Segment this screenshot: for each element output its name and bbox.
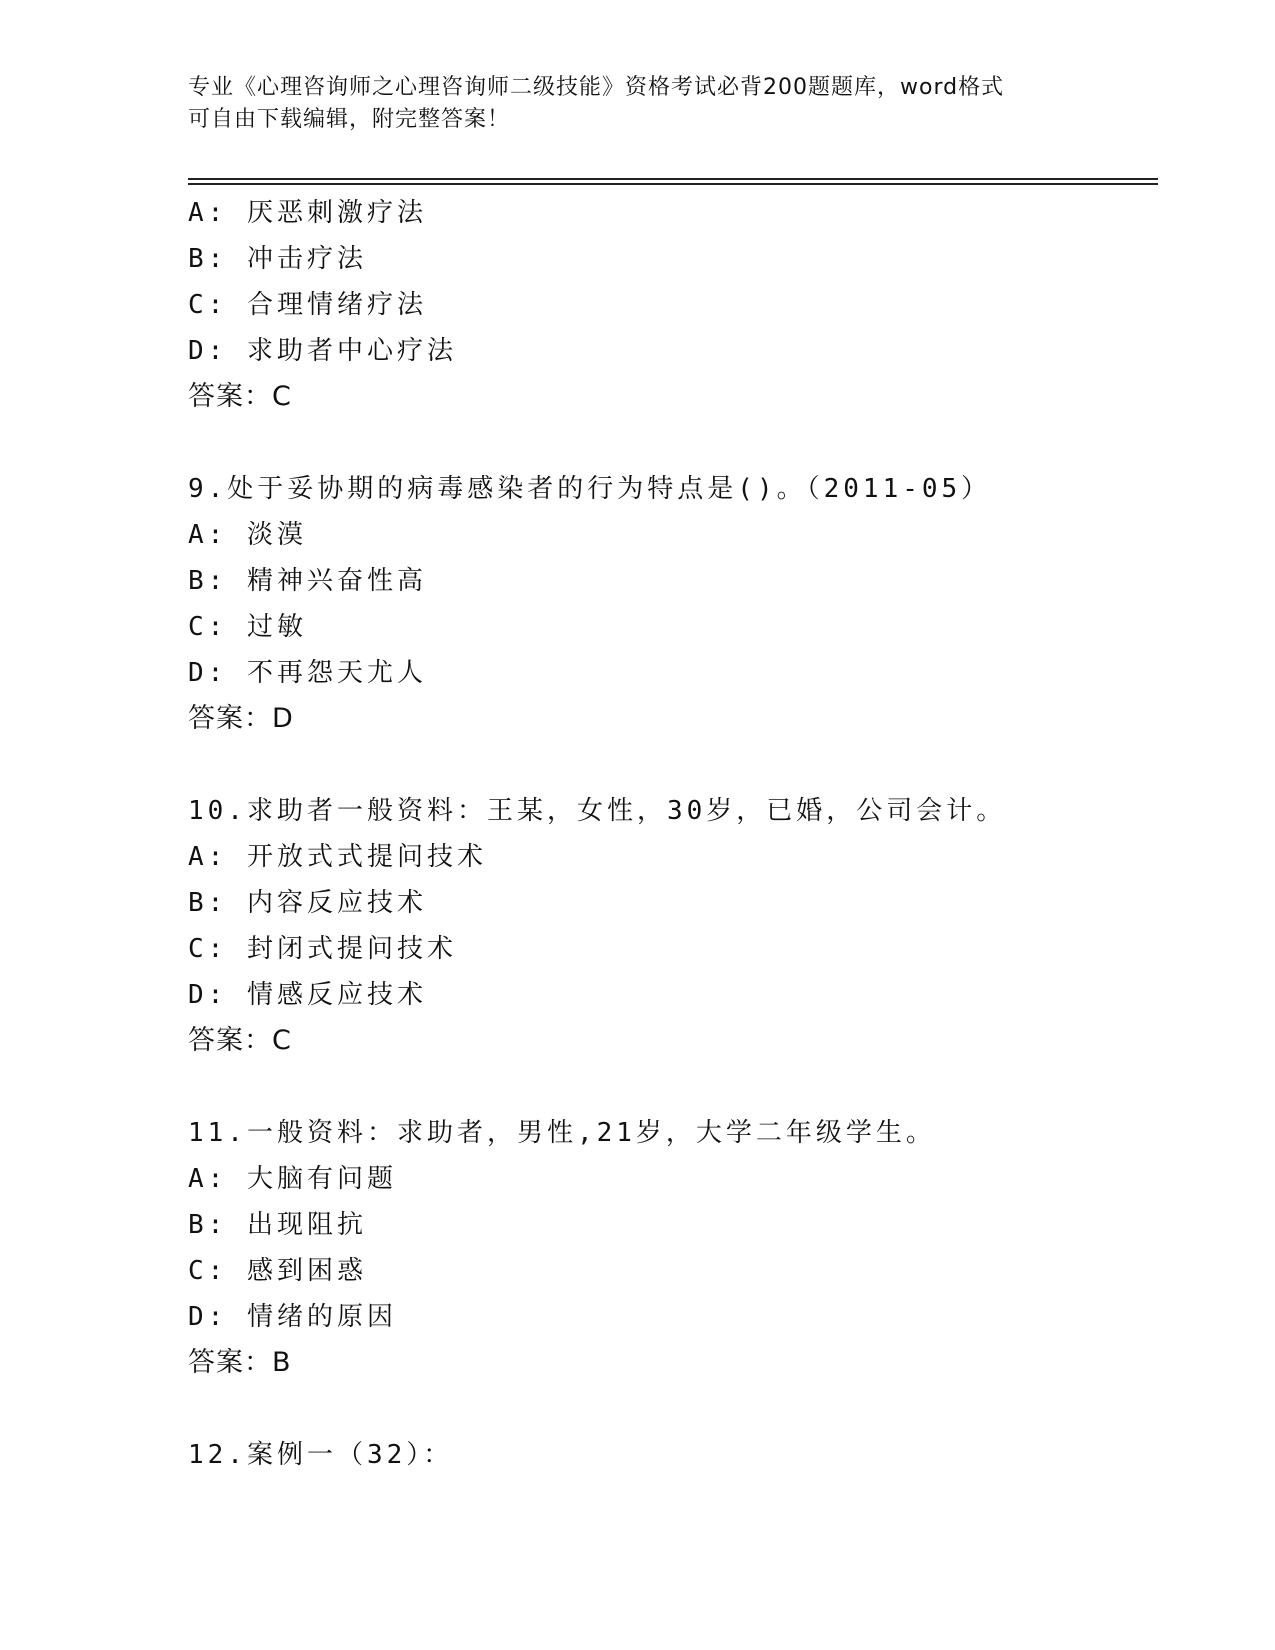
answer-line: 答案：B <box>188 1347 292 1378</box>
spacer <box>188 1064 1168 1110</box>
option-a: A: 大脑有问题 <box>188 1164 397 1194</box>
spacer <box>188 742 1168 788</box>
option-d: D: 求助者中心疗法 <box>188 336 457 366</box>
option-b: B: 精神兴奋性高 <box>188 566 427 596</box>
option-a: A: 开放式式提问技术 <box>188 842 487 872</box>
question-list <box>188 190 1168 1478</box>
option-b: B: 冲击疗法 <box>188 244 367 274</box>
document-header <box>188 72 1088 136</box>
option-a: A: 厌恶刺激疗法 <box>188 198 427 228</box>
header-divider-bottom <box>188 183 1158 185</box>
header-divider-top <box>188 178 1158 180</box>
question-block-8 <box>188 190 1168 420</box>
answer-line: 答案：D <box>188 703 294 734</box>
question-text: 12.案例一（32）： <box>188 1440 454 1470</box>
option-d: D: 情感反应技术 <box>188 980 427 1010</box>
option-b: B: 内容反应技术 <box>188 888 427 918</box>
option-a: A: 淡漠 <box>188 520 307 550</box>
spacer <box>188 420 1168 466</box>
header-title-line-2: 可自由下载编辑，附完整答案！ <box>188 107 511 132</box>
question-block-10 <box>188 788 1168 1064</box>
question-block-11 <box>188 1110 1168 1386</box>
question-text: 11.一般资料：求助者，男性,21岁，大学二年级学生。 <box>188 1118 936 1148</box>
option-c: C: 合理情绪疗法 <box>188 290 427 320</box>
question-block-9 <box>188 466 1168 742</box>
option-d: D: 情绪的原因 <box>188 1302 397 1332</box>
question-text: 9.处于妥协期的病毒感染者的行为特点是()。（2011-05） <box>188 474 992 504</box>
answer-line: 答案：C <box>188 1025 292 1056</box>
spacer <box>188 1386 1168 1432</box>
question-text: 10.求助者一般资料：王某，女性，30岁，已婚，公司会计。 <box>188 796 1007 826</box>
option-c: C: 封闭式提问技术 <box>188 934 457 964</box>
option-c: C: 过敏 <box>188 612 307 642</box>
header-title-line-1: 专业《心理咨询师之心理咨询师二级技能》资格考试必背200题题库，word格式 <box>188 75 1005 100</box>
answer-line: 答案：C <box>188 381 292 412</box>
option-b: B: 出现阻抗 <box>188 1210 367 1240</box>
option-c: C: 感到困惑 <box>188 1256 367 1286</box>
option-d: D: 不再怨天尤人 <box>188 658 427 688</box>
question-block-12 <box>188 1432 1168 1478</box>
